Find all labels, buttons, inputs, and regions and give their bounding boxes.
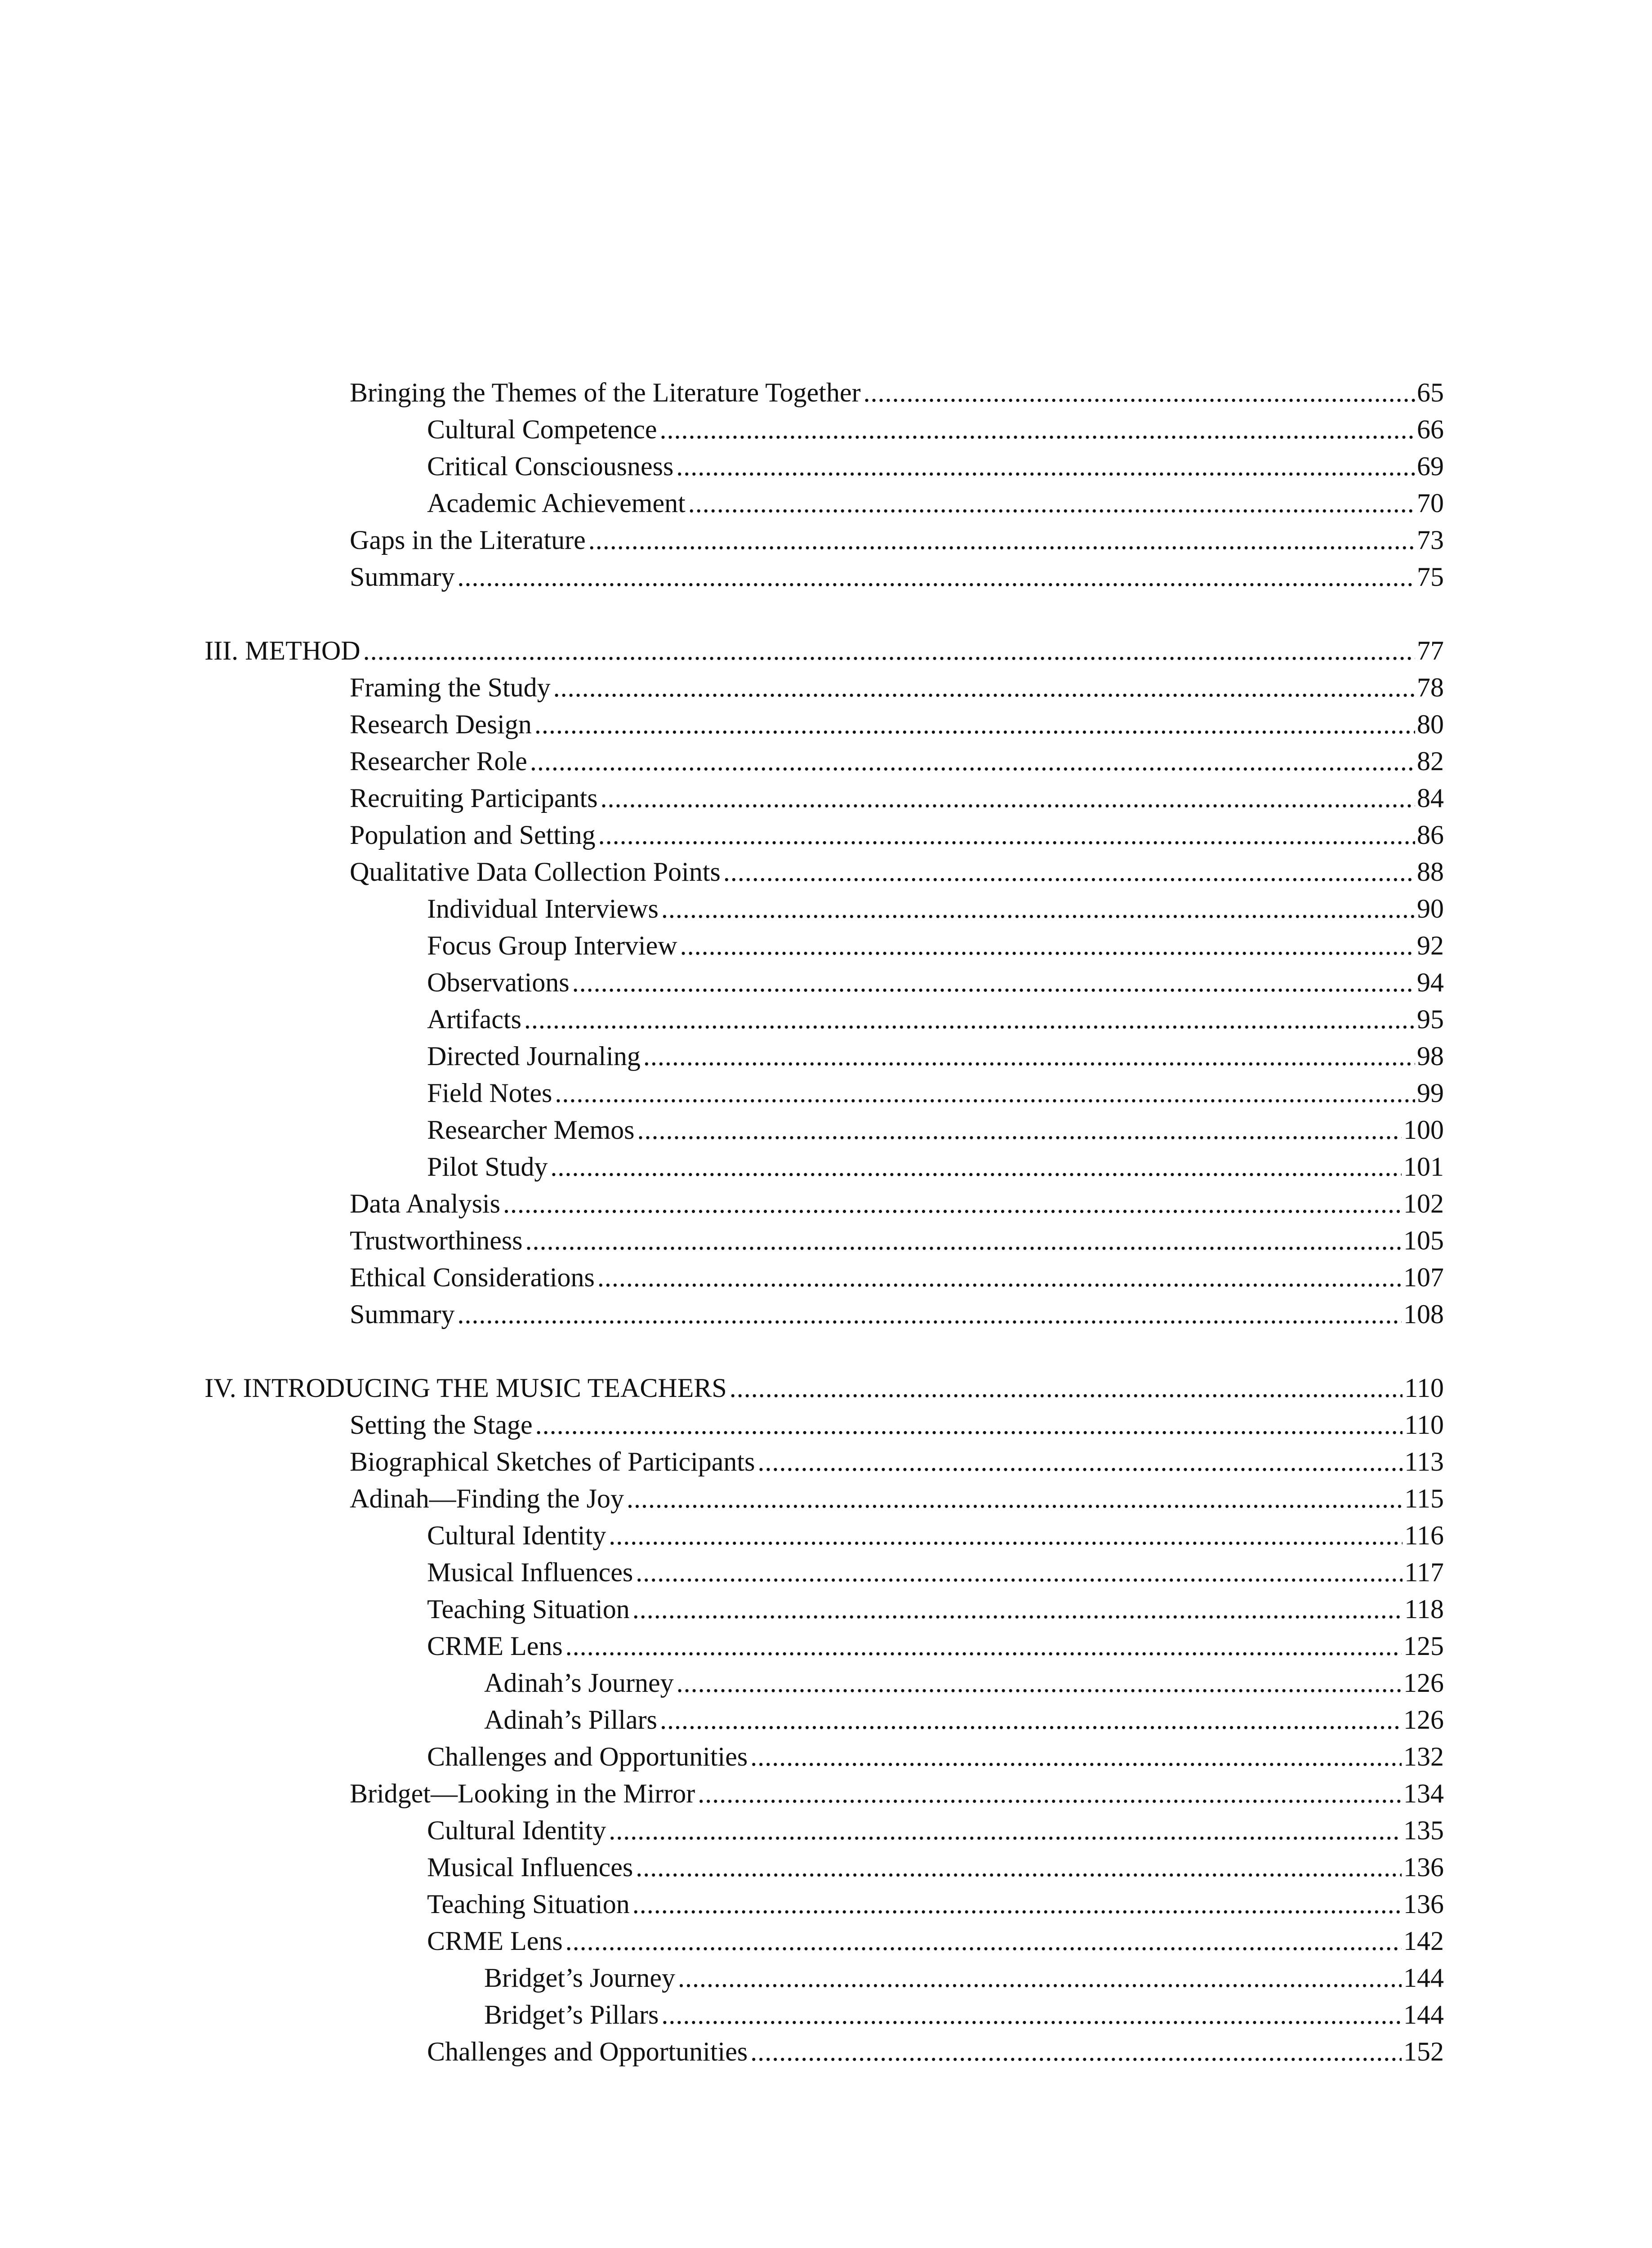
toc-entry	[350, 669, 1444, 706]
toc-entry	[350, 780, 1444, 816]
toc-entry-page: 92	[1417, 931, 1444, 960]
dot-leader	[535, 1406, 1403, 1443]
toc-entry	[427, 1886, 1444, 1922]
toc-entry-title: Cultural Identity	[427, 1815, 606, 1845]
toc-entry-title: Bridget’s Pillars	[484, 2000, 659, 2029]
dot-leader	[457, 1296, 1402, 1333]
toc-entry	[427, 485, 1444, 522]
toc-entry-page: 88	[1417, 857, 1444, 887]
toc-entry	[350, 1443, 1444, 1480]
toc-entry	[427, 1628, 1444, 1664]
toc-entry-title: Adinah—Finding the Joy	[350, 1484, 624, 1513]
dot-leader	[597, 1259, 1402, 1296]
toc-entry-title: Trustworthiness	[350, 1226, 523, 1255]
toc-entry-title: Researcher Role	[350, 746, 527, 776]
dot-leader	[555, 1075, 1415, 1111]
toc-entry	[350, 853, 1444, 890]
toc-entry-page: 115	[1404, 1484, 1444, 1513]
dot-leader	[637, 1111, 1402, 1148]
toc-entry-title: Cultural Competence	[427, 415, 657, 444]
toc-entry-title: Teaching Situation	[427, 1889, 630, 1919]
toc-entry	[427, 1001, 1444, 1038]
dot-leader	[524, 1001, 1415, 1038]
dot-leader	[632, 1886, 1402, 1922]
toc-chapter-entry	[205, 1369, 1444, 1406]
toc-entry	[427, 1554, 1444, 1591]
toc-entry-title: Framing the Study	[350, 673, 551, 702]
dot-leader	[627, 1480, 1403, 1517]
toc-entry-title: Directed Journaling	[427, 1041, 641, 1071]
toc-entry-title: Bridget’s Journey	[484, 1963, 675, 1993]
toc-entry-title: Recruiting Participants	[350, 783, 598, 813]
toc-entry	[427, 1111, 1444, 1148]
toc-entry	[427, 1148, 1444, 1185]
toc-entry	[427, 411, 1444, 448]
toc-entry-page: 70	[1417, 488, 1444, 518]
toc-entry-title: IV. INTRODUCING THE MUSIC TEACHERS	[205, 1373, 727, 1403]
toc-entry-page: 90	[1417, 894, 1444, 923]
toc-entry	[427, 2033, 1444, 2070]
toc-entry-title: Population and Setting	[350, 820, 596, 850]
dot-leader	[757, 1443, 1403, 1480]
toc-entry-page: 136	[1403, 1889, 1444, 1919]
dot-leader	[636, 1554, 1403, 1591]
toc-entry-page: 100	[1403, 1115, 1444, 1145]
toc-entry	[350, 522, 1444, 558]
dot-leader	[566, 1628, 1402, 1664]
toc-entry-title: Individual Interviews	[427, 894, 659, 923]
toc-entry-page: 142	[1403, 1926, 1444, 1956]
toc-entry-page: 132	[1403, 1742, 1444, 1771]
dot-leader	[566, 1922, 1402, 1959]
toc-entry-page: 110	[1404, 1373, 1444, 1403]
toc-entry	[350, 1775, 1444, 1812]
toc-entry-title: Adinah’s Journey	[484, 1668, 674, 1698]
dot-leader	[750, 1738, 1402, 1775]
toc-entry	[427, 448, 1444, 485]
toc-entry-title: Observations	[427, 968, 570, 997]
dot-leader	[723, 853, 1415, 890]
dot-leader	[363, 632, 1415, 669]
dot-leader	[601, 780, 1415, 816]
toc-entry-page: 98	[1417, 1041, 1444, 1071]
dot-leader	[660, 411, 1415, 448]
toc-entry	[350, 1480, 1444, 1517]
toc-entry-title: III. METHOD	[205, 636, 361, 665]
toc-entry	[350, 706, 1444, 743]
dot-leader	[636, 1849, 1402, 1886]
toc-entry-page: 110	[1404, 1410, 1444, 1440]
toc-entry-title: Artifacts	[427, 1004, 521, 1034]
toc-entry-page: 99	[1417, 1078, 1444, 1108]
dot-leader	[864, 374, 1415, 411]
dot-leader	[503, 1185, 1402, 1222]
toc-entry-title: Gaps in the Literature	[350, 525, 586, 555]
toc-entry-title: Pilot Study	[427, 1152, 548, 1182]
toc-entry-title: Qualitative Data Collection Points	[350, 857, 721, 887]
dot-leader	[632, 1591, 1403, 1628]
toc-entry-page: 94	[1417, 968, 1444, 997]
toc-entry-page: 107	[1403, 1262, 1444, 1292]
toc-entry-title: Biographical Sketches of Participants	[350, 1447, 755, 1476]
toc-entry	[484, 1959, 1444, 1996]
toc-entry-page: 117	[1404, 1557, 1444, 1587]
toc-entry-page: 134	[1403, 1779, 1444, 1808]
toc-entry-title: Ethical Considerations	[350, 1262, 595, 1292]
toc-entry-title: Cultural Identity	[427, 1521, 606, 1550]
toc-entry-page: 152	[1403, 2037, 1444, 2066]
toc-entry-page: 102	[1403, 1189, 1444, 1218]
toc-entry-page: 73	[1417, 525, 1444, 555]
toc-entry	[350, 1185, 1444, 1222]
toc-entry-page: 75	[1417, 562, 1444, 592]
toc-entry-page: 126	[1403, 1705, 1444, 1735]
dot-leader	[661, 1996, 1402, 2033]
dot-leader	[553, 669, 1415, 706]
toc-entry-title: Focus Group Interview	[427, 931, 677, 960]
toc-entry-page: 105	[1403, 1226, 1444, 1255]
toc-entry-page: 125	[1403, 1631, 1444, 1661]
dot-leader	[572, 964, 1415, 1001]
toc-entry	[484, 1996, 1444, 2033]
toc-entry	[350, 743, 1444, 780]
toc-entry-page: 95	[1417, 1004, 1444, 1034]
toc-entry-title: Musical Influences	[427, 1557, 633, 1587]
toc-entry	[427, 1922, 1444, 1959]
toc-entry-page: 135	[1403, 1815, 1444, 1845]
toc-entry	[427, 1038, 1444, 1075]
toc-entry-title: Summary	[350, 562, 455, 592]
toc-entry-page: 126	[1403, 1668, 1444, 1698]
toc-entry-title: Bridget—Looking in the Mirror	[350, 1779, 695, 1808]
toc-entry-page: 144	[1403, 2000, 1444, 2029]
toc-entry-title: Critical Consciousness	[427, 451, 674, 481]
dot-leader	[598, 816, 1415, 853]
dot-leader	[643, 1038, 1415, 1075]
toc-entry-title: Researcher Memos	[427, 1115, 635, 1145]
toc-entry	[427, 1517, 1444, 1554]
toc-entry-page: 80	[1417, 709, 1444, 739]
toc-entry-title: Challenges and Opportunities	[427, 2037, 748, 2066]
dot-leader	[661, 890, 1415, 927]
toc-entry-page: 113	[1404, 1447, 1444, 1476]
toc-entry-title: CRME Lens	[427, 1631, 563, 1661]
toc-entry	[350, 1406, 1444, 1443]
toc-entry	[350, 1259, 1444, 1296]
toc-entry	[427, 1738, 1444, 1775]
toc-entry-page: 86	[1417, 820, 1444, 850]
toc-entry	[427, 1075, 1444, 1111]
toc-entry-page: 101	[1403, 1152, 1444, 1182]
toc-entry	[484, 1701, 1444, 1738]
dot-leader	[530, 743, 1415, 780]
dot-leader	[680, 927, 1415, 964]
toc-entry-page: 69	[1417, 451, 1444, 481]
toc-entry-page: 77	[1417, 636, 1444, 665]
toc-entry	[427, 927, 1444, 964]
dot-leader	[609, 1517, 1403, 1554]
dot-leader	[688, 485, 1415, 522]
dot-leader	[750, 2033, 1402, 2070]
dot-leader	[676, 448, 1415, 485]
toc-entry-title: Adinah’s Pillars	[484, 1705, 657, 1735]
toc-entry-page: 118	[1404, 1594, 1444, 1624]
toc-entry-title: Data Analysis	[350, 1189, 500, 1218]
toc-entry-page: 66	[1417, 415, 1444, 444]
toc-entry	[350, 816, 1444, 853]
toc-entry-title: Academic Achievement	[427, 488, 686, 518]
toc-entry-page: 144	[1403, 1963, 1444, 1993]
dot-leader	[457, 558, 1415, 595]
dot-leader	[609, 1812, 1402, 1849]
toc-entry-title: Field Notes	[427, 1078, 552, 1108]
dot-leader	[730, 1369, 1403, 1406]
toc-entry-title: Musical Influences	[427, 1852, 633, 1882]
toc-entry-page: 65	[1417, 378, 1444, 407]
toc-entry	[427, 1591, 1444, 1628]
toc-entry	[350, 1296, 1444, 1333]
dot-leader	[677, 1664, 1402, 1701]
toc-entry-title: Setting the Stage	[350, 1410, 533, 1440]
toc-entry-title: Bringing the Themes of the Literature Together	[350, 378, 861, 407]
toc-entry-title: Teaching Situation	[427, 1594, 630, 1624]
toc-entry	[427, 964, 1444, 1001]
toc-entry-page: 136	[1403, 1852, 1444, 1882]
toc-entry	[427, 890, 1444, 927]
toc-entry	[427, 1849, 1444, 1886]
toc-entry-page: 82	[1417, 746, 1444, 776]
dot-leader	[588, 522, 1415, 558]
toc-chapter-entry	[205, 632, 1444, 669]
dot-leader	[525, 1222, 1402, 1259]
dot-leader	[550, 1148, 1402, 1185]
toc-entry-page: 108	[1403, 1299, 1444, 1329]
toc-entry	[427, 1812, 1444, 1849]
dot-leader	[678, 1959, 1402, 1996]
toc-entry	[484, 1664, 1444, 1701]
toc-entry	[350, 374, 1444, 411]
toc-entry-title: Research Design	[350, 709, 532, 739]
toc-entry-page: 116	[1404, 1521, 1444, 1550]
toc-entry-page: 78	[1417, 673, 1444, 702]
toc-entry	[350, 558, 1444, 595]
dot-leader	[534, 706, 1415, 743]
toc-entry-title: CRME Lens	[427, 1926, 563, 1956]
toc-entry-page: 84	[1417, 783, 1444, 813]
dot-leader	[698, 1775, 1402, 1812]
toc-entry	[350, 1222, 1444, 1259]
toc-entry-title: Summary	[350, 1299, 455, 1329]
toc-entry-title: Challenges and Opportunities	[427, 1742, 748, 1771]
dot-leader	[660, 1701, 1402, 1738]
